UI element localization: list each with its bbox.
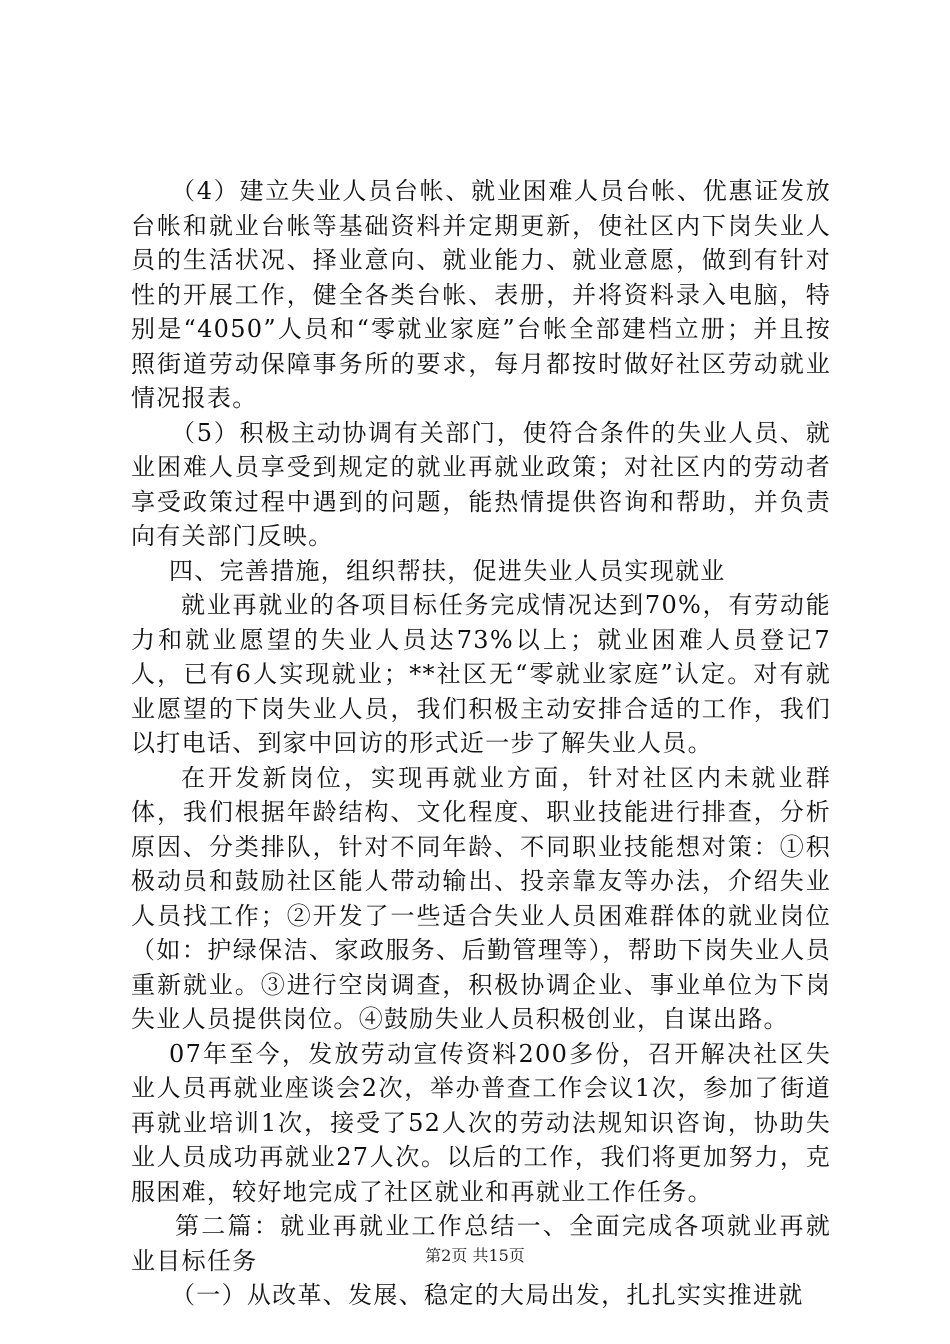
document-body xyxy=(131,174,831,1313)
paragraph-targets: 就业再就业的各项目标任务完成情况达到70%，有劳动能力和就业愿望的失业人员达73%以上；就业困难人员登记7人，已有6人实现就业；**社区无“零就业家庭”认定。对有就业愿望的下岗失业人员，我们积极主动安排合适的工作，我们以打电话、到家中回访的形式近一步了解失业人员。 xyxy=(131,591,831,757)
section-heading-measures: 四、完善措施，组织帮扶，促进失业人员实现就业 xyxy=(169,556,726,585)
page-number-footer: 第2页 共15页 xyxy=(425,1246,525,1265)
paragraph-policy-coordination: （5）积极主动协调有关部门，使符合条件的失业人员、就业困难人员享受到规定的就业再就业政策；对社区内的劳动者享受政策过程中遇到的问题，能热情提供咨询和帮助，并负责向有关部门反映。 xyxy=(131,418,831,550)
paragraph-account-records: （4）建立失业人员台帐、就业困难人员台帐、优惠证发放台帐和就业台帐等基础资料并定期更新，使社区内下岗失业人员的生活状况、择业意向、就业能力、就业意愿，做到有针对性的开展工作，健全各类台帐、表册，并将资料录入电脑，特别是“4050”人员和“零就业家庭”台帐全部建档立册；并且按照街道劳动保障事务所的要求，每月都按时做好社区劳动就业情况报表。 xyxy=(131,177,831,412)
paragraph-new-positions: 在开发新岗位，实现再就业方面，针对社区内未就业群体，我们根据年龄结构、文化程度、职业技能进行排查，分析原因、分类排队，针对不同年龄、不同职业技能想对策：①积极动员和鼓励社区能人带动输出、投亲靠友等办法，介绍失业人员找工作；②开发了一些适合失业人员困难群体的就业岗位（如：护绿保洁、家政服务、后勤管理等），帮助下岗失业人员重新就业。③进行空岗调查，积极协调企业、事业单位为下岗失业人员提供岗位。④鼓励失业人员积极创业，自谋出路。 xyxy=(131,763,831,1033)
paragraph-second-article-title: 第二篇：就业再就业工作总结一、全面完成各项就业再就业目标任务 xyxy=(131,1212,831,1275)
paragraph-reform-start: （一）从改革、发展、稳定的大局出发，扎扎实实推进就 xyxy=(171,1281,804,1309)
paragraph-statistics: 07年至今，发放劳动宣传资料200多份，召开解决社区失业人员再就业座谈会2次，举办普查工作会议1次，参加了街道再就业培训1次，接受了52人次的劳动法规知识咨询，协助失业人员成功再就业27人次。以后的工作，我们将更加努力，克服困难，较好地完成了社区就业和再就业工作任务。 xyxy=(131,1039,831,1206)
